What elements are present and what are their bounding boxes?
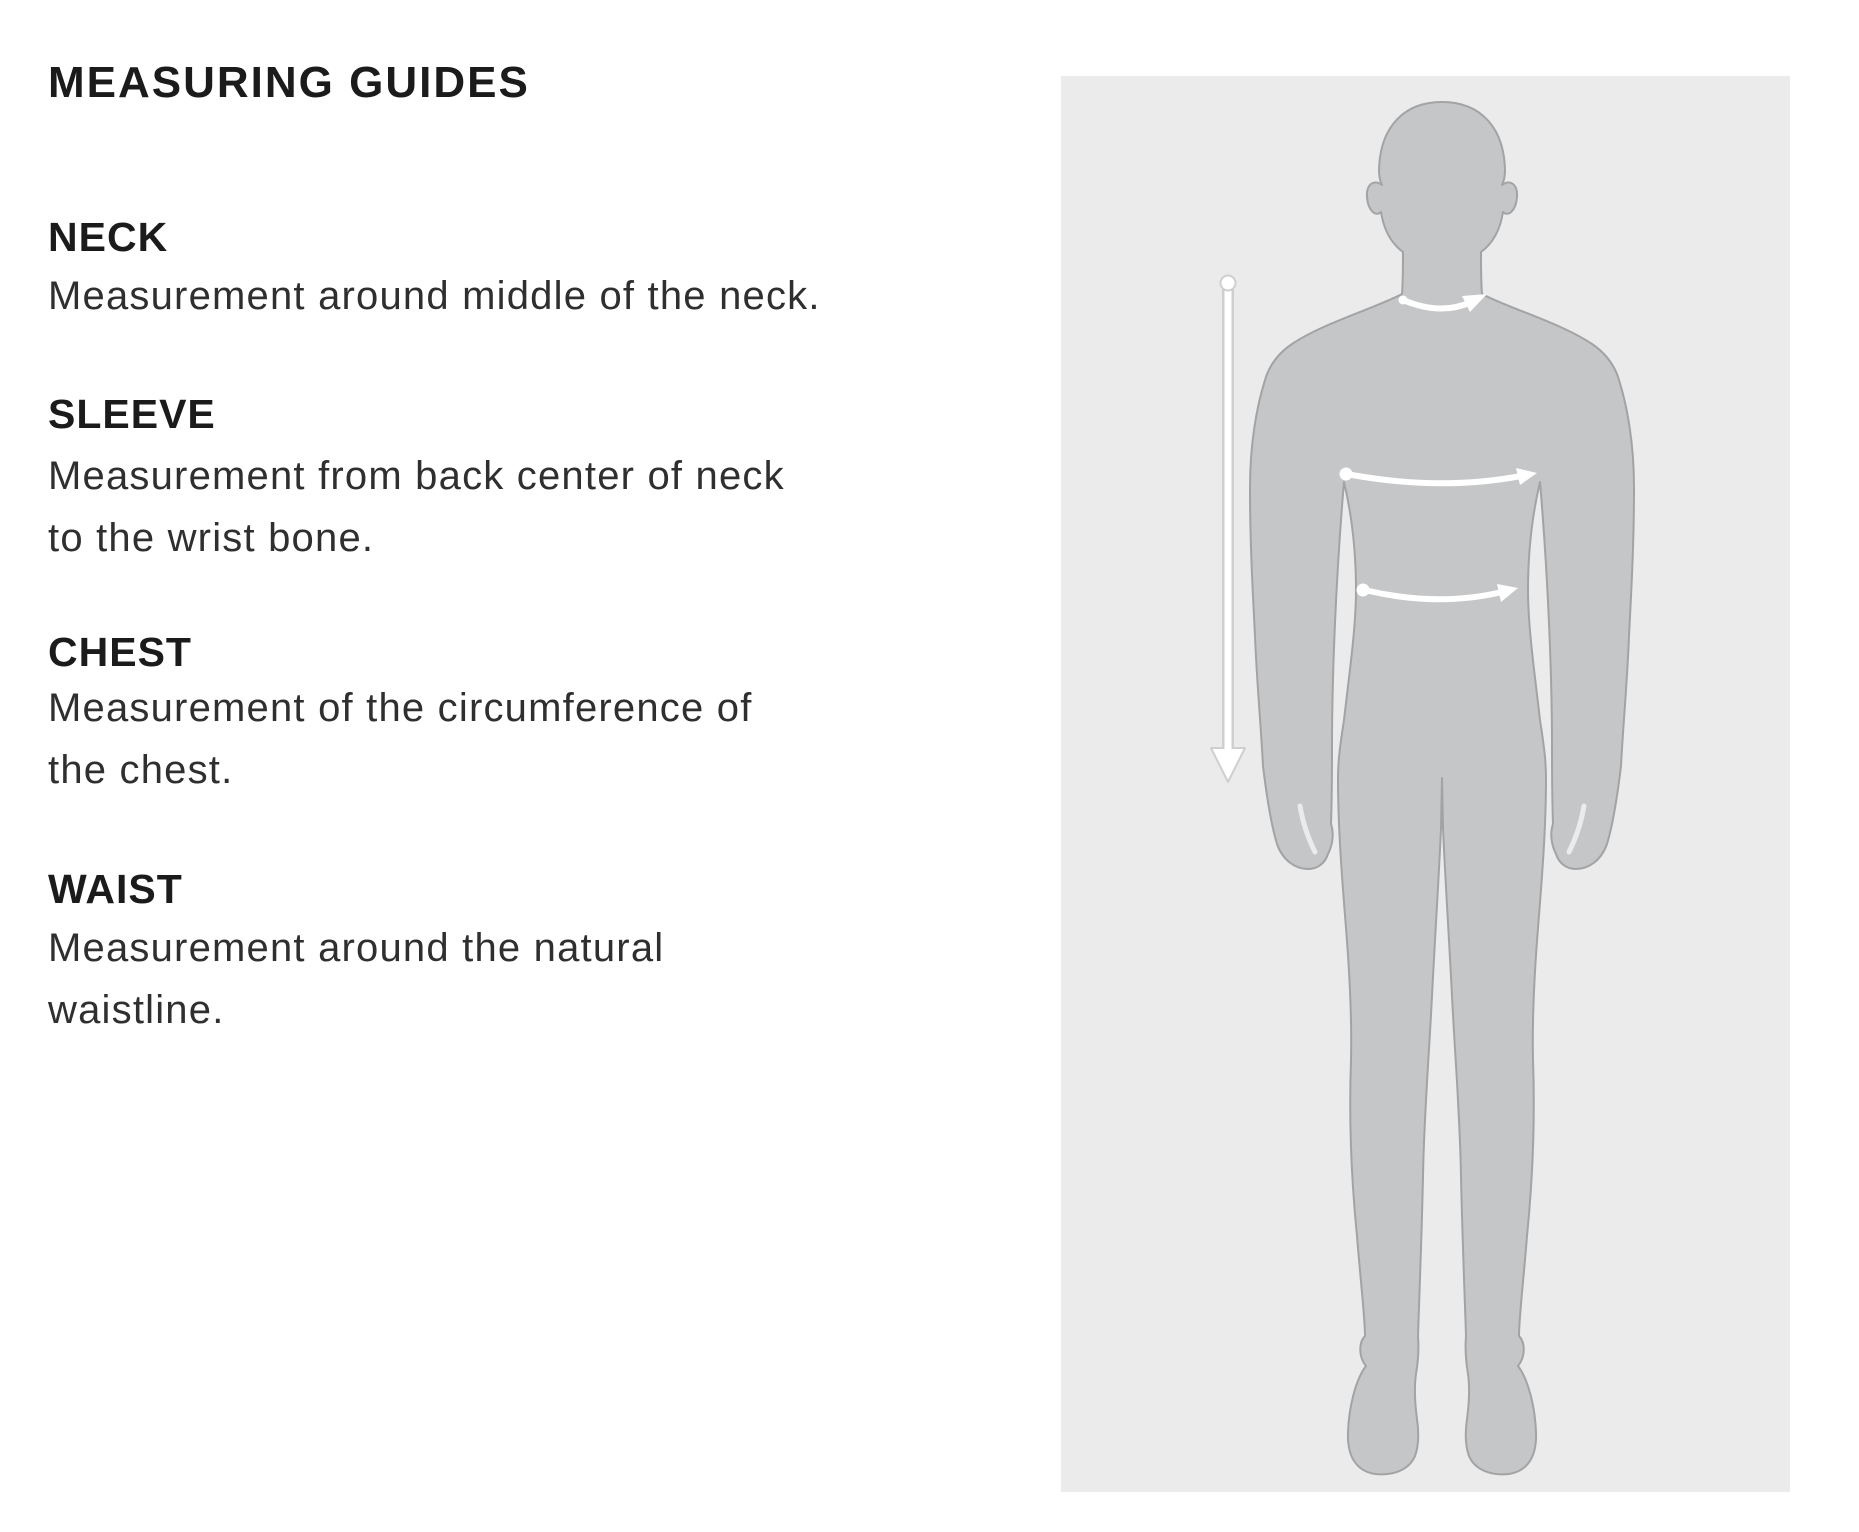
body-line: waistline. [48, 988, 225, 1032]
section-body-neck [48, 265, 821, 327]
body-line: Measurement around the natural [48, 926, 665, 970]
body-line: the chest. [48, 748, 234, 792]
body-line: to the wrist bone. [48, 516, 375, 560]
sleeve-arrow-start-dot [1221, 276, 1236, 291]
section-heading-chest: CHEST [48, 629, 192, 675]
section-heading-waist: WAIST [48, 866, 183, 912]
section-heading-sleeve: SLEEVE [48, 391, 216, 437]
body-line: Measurement around middle of the neck. [48, 274, 821, 318]
section-body-waist [48, 917, 664, 1041]
section-body-sleeve [48, 445, 785, 569]
figure-panel [1061, 76, 1790, 1492]
section-body-chest [48, 677, 753, 801]
page-title: MEASURING GUIDES [48, 58, 530, 107]
body-line: Measurement of the circumference of [48, 686, 753, 730]
section-heading-neck: NECK [48, 214, 169, 260]
body-line: Measurement from back center of neck [48, 454, 785, 498]
body-silhouette-figure [1061, 76, 1790, 1492]
